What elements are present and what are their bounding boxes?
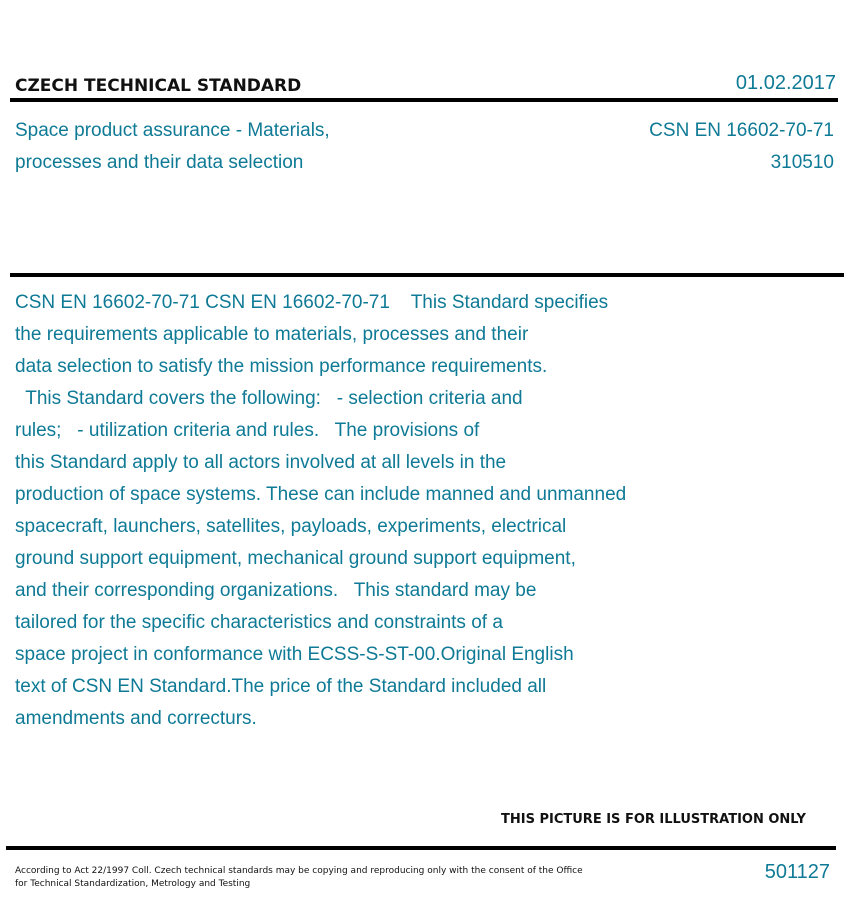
abstract-line: this Standard apply to all actors involved at all levels in the [15,452,507,473]
abstract-line: and their corresponding organizations. This standard may be [15,580,537,601]
abstract-line: space project in conformance with ECSS-S-ST-00.Original English [15,644,574,665]
abstract-line: ground support equipment, mechanical ground support equipment, [15,548,576,569]
abstract-line: spacecraft, launchers, satellites, payloads, experiments, electrical [15,516,567,537]
header-divider [10,98,838,102]
abstract-line: amendments and correcturs. [15,708,257,729]
standard-identifiers [649,115,834,179]
abstract-line: This Standard covers the following: - selection criteria and [15,388,523,409]
abstract-line: the requirements applicable to materials, processes and their [15,324,529,345]
abstract-line: tailored for the specific characteristics and constraints of a [15,612,503,633]
abstract-line: rules; - utilization criteria and rules. The provisions of [15,420,480,441]
classification-code: 310510 [770,152,834,173]
abstract-line: CSN EN 16602-70-71 CSN EN 16602-70-71 This Standard specifies [15,292,609,313]
legal-line: According to Act 22/1997 Coll. Czech technical standards may be copying and reproducing only with the consent of the Office [15,866,583,876]
title-line: Space product assurance - Materials, [15,120,330,141]
standard-number: CSN EN 16602-70-71 [649,120,834,141]
abstract-line: data selection to satisfy the mission performance requirements. [15,356,548,377]
abstract-text [15,287,715,735]
footer-divider [6,846,836,850]
document-header-label: CZECH TECHNICAL STANDARD [15,76,302,96]
title-line: processes and their data selection [15,152,304,173]
abstract-line: text of CSN EN Standard.The price of the Standard included all [15,676,547,697]
legal-notice [15,865,615,891]
section-divider [10,273,844,277]
standard-title [15,115,330,179]
document-code: 501127 [764,861,830,883]
publication-date: 01.02.2017 [735,72,836,94]
abstract-line: production of space systems. These can include manned and unmanned [15,484,627,505]
illustration-notice: THIS PICTURE IS FOR ILLUSTRATION ONLY [501,812,806,827]
legal-line: for Technical Standardization, Metrology and Testing [15,879,251,889]
